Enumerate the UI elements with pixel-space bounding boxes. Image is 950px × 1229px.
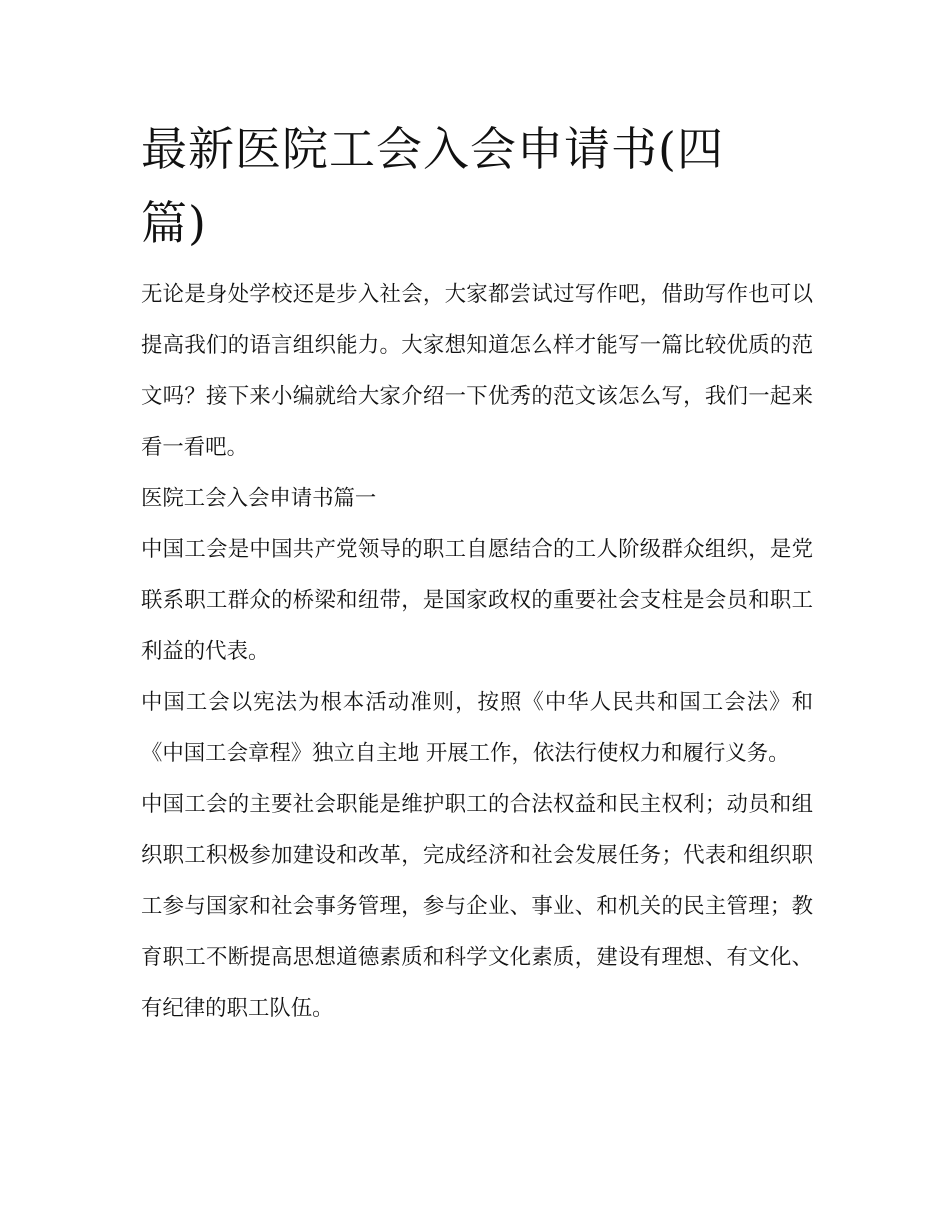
section-heading: 医院工会入会申请书篇一 xyxy=(141,486,377,511)
body-paragraph: 中国工会是中国共产党领导的职工自愿结合的工人阶级群众组织，是党联系职工群众的桥梁和纽带，是国家政权的重要社会支柱是会员和职工利益的代表。 xyxy=(141,537,813,664)
body-paragraph: 中国工会以宪法为根本活动准则，按照《中华人民共和国工会法》和《中国工会章程》独立自主地 开展工作，依法行使权力和履行义务。 xyxy=(141,690,813,766)
body-paragraph: 中国工会的主要社会职能是维护职工的合法权益和民主权利；动员和组织职工积极参加建设和改革，完成经济和社会发展任务；代表和组织职工参与国家和社会事务管理，参与企业、事业、和机关的民主管理；教育职工不断提高思想道德素质和科学文化素质，建设有理想、有文化、有纪律的职工队伍。 xyxy=(141,792,813,1021)
document-title: 最新医院工会入会申请书(四篇) xyxy=(141,122,724,250)
document-body xyxy=(141,112,813,1034)
intro-paragraph: 无论是身处学校还是步入社会，大家都尝试过写作吧，借助写作也可以提高我们的语言组织能力。大家想知道怎么样才能写一篇比较优质的范文吗？接下来小编就给大家介绍一下优秀的范文该怎么写，我们一起来看一看吧。 xyxy=(141,282,813,460)
